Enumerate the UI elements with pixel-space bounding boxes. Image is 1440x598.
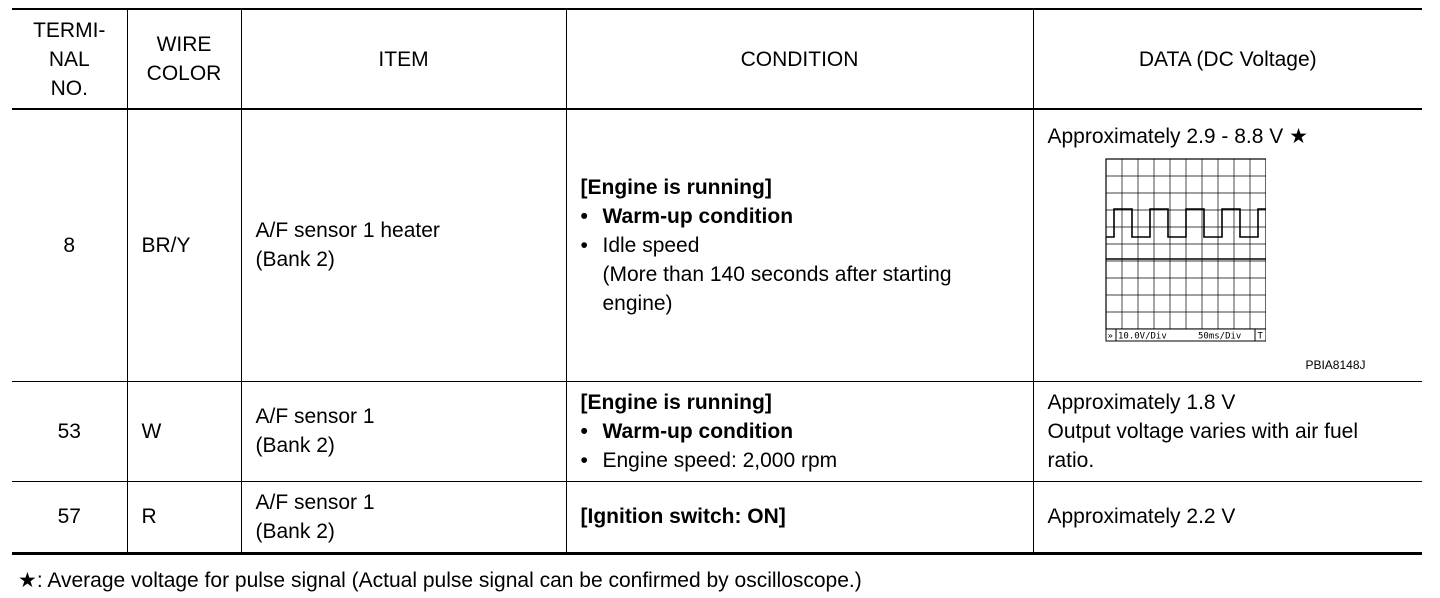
item-cell: A/F sensor 1 (Bank 2)	[241, 481, 566, 553]
condition-item: • Engine speed: 2,000 rpm	[581, 446, 1019, 475]
condition-list	[581, 417, 1019, 475]
header-terminal-no: TERMI- NAL NO.	[12, 9, 127, 109]
wire-color-cell: BR/Y	[127, 109, 241, 381]
condition-cell	[566, 481, 1033, 553]
item-cell: A/F sensor 1 (Bank 2)	[241, 381, 566, 481]
volt-div-label: 10.0V/Div	[1117, 331, 1167, 342]
terminal-spec-table	[12, 8, 1422, 555]
condition-bold-item: • Warm-up condition	[581, 417, 1019, 446]
condition-heading: [Ignition switch: ON]	[580, 505, 786, 528]
data-value: Approximately 2.9 - 8.8 V ★	[1047, 125, 1308, 148]
data-cell: Approximately 1.8 V Output voltage varies with air fuel ratio.	[1033, 381, 1422, 481]
condition-heading: [Engine is running]	[580, 175, 772, 199]
condition-item: • Idle speed (More than 140 seconds after starting engine)	[581, 231, 1019, 318]
oscilloscope-grid	[1096, 157, 1266, 342]
header-row	[12, 9, 1422, 109]
star-icon: ★	[18, 569, 37, 592]
data-cell	[1033, 109, 1422, 381]
terminal-no-cell: 57	[12, 481, 127, 553]
oscilloscope-waveform	[1096, 157, 1366, 372]
header-data: DATA (DC Voltage)	[1033, 9, 1422, 109]
star-icon: ★	[1289, 125, 1308, 148]
wire-color-cell: W	[127, 381, 241, 481]
footnote	[18, 566, 862, 595]
fast-forward-icon: »	[1107, 331, 1113, 342]
item-cell: A/F sensor 1 heater (Bank 2)	[241, 109, 566, 381]
condition-cell	[566, 109, 1033, 381]
condition-bold-item: • Warm-up condition	[581, 202, 1019, 231]
wire-color-cell: R	[127, 481, 241, 553]
condition-heading: [Engine is running]	[580, 390, 772, 414]
table-row	[12, 481, 1422, 553]
header-condition: CONDITION	[566, 9, 1033, 109]
time-div-label: 50ms/Div	[1197, 331, 1241, 342]
terminal-no-cell: 53	[12, 381, 127, 481]
table-row	[12, 381, 1422, 481]
figure-code: PBIA8148J	[1305, 358, 1366, 372]
header-wire-color: WIRE COLOR	[127, 9, 241, 109]
terminal-no-cell: 8	[12, 109, 127, 381]
condition-list	[581, 202, 1019, 318]
footnote-text: : Average voltage for pulse signal (Actual pulse signal can be confirmed by oscilloscope.)	[36, 569, 862, 592]
condition-cell	[566, 381, 1033, 481]
trigger-label: T	[1257, 331, 1263, 342]
header-item: ITEM	[241, 9, 566, 109]
data-cell: Approximately 2.2 V	[1033, 481, 1422, 553]
table-row	[12, 109, 1422, 381]
